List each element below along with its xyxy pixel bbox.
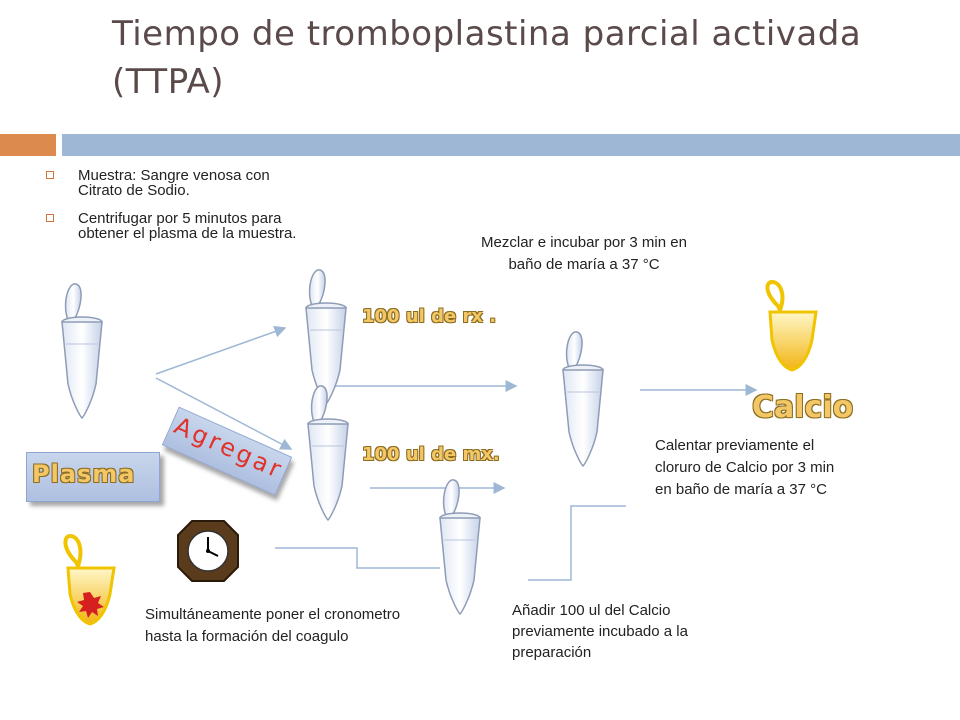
bullet-text: Muestra: Sangre venosa con Citrato de Sodio. [78, 167, 270, 199]
calcio-label: Calcio [752, 390, 854, 425]
calentar-text: Calentar previamente el cloruro de Calcio por 3 min en baño de maría a 37 °C [655, 437, 835, 498]
agregar-label: Agregar [170, 411, 288, 485]
slide-title: Tiempo de tromboplastina parcial activada (TTPA) [112, 14, 862, 102]
mx-volume-label: 100 ul de mx. [362, 444, 500, 465]
anadir-text: Añadir 100 ul del Calcio previamente incubado a la preparación [512, 602, 688, 661]
bullet-text: Centrifugar por 5 minutos para obtener el plasma de la muestra. [78, 210, 297, 242]
plasma-label: Plasma [32, 460, 136, 488]
rx-volume-label: 100 ul de rx . [362, 306, 497, 327]
clock-icon [178, 521, 238, 581]
calcium-tube-icon [767, 282, 816, 370]
blood-clot-icon [65, 536, 114, 624]
cronometro-text: Simultáneamente poner el cronometro hasta la formación del coagulo [145, 606, 401, 645]
test-tube-icon [62, 270, 603, 614]
mezclar-text: Mezclar e incubar por 3 min en baño de maría a 37 °C [481, 234, 687, 273]
